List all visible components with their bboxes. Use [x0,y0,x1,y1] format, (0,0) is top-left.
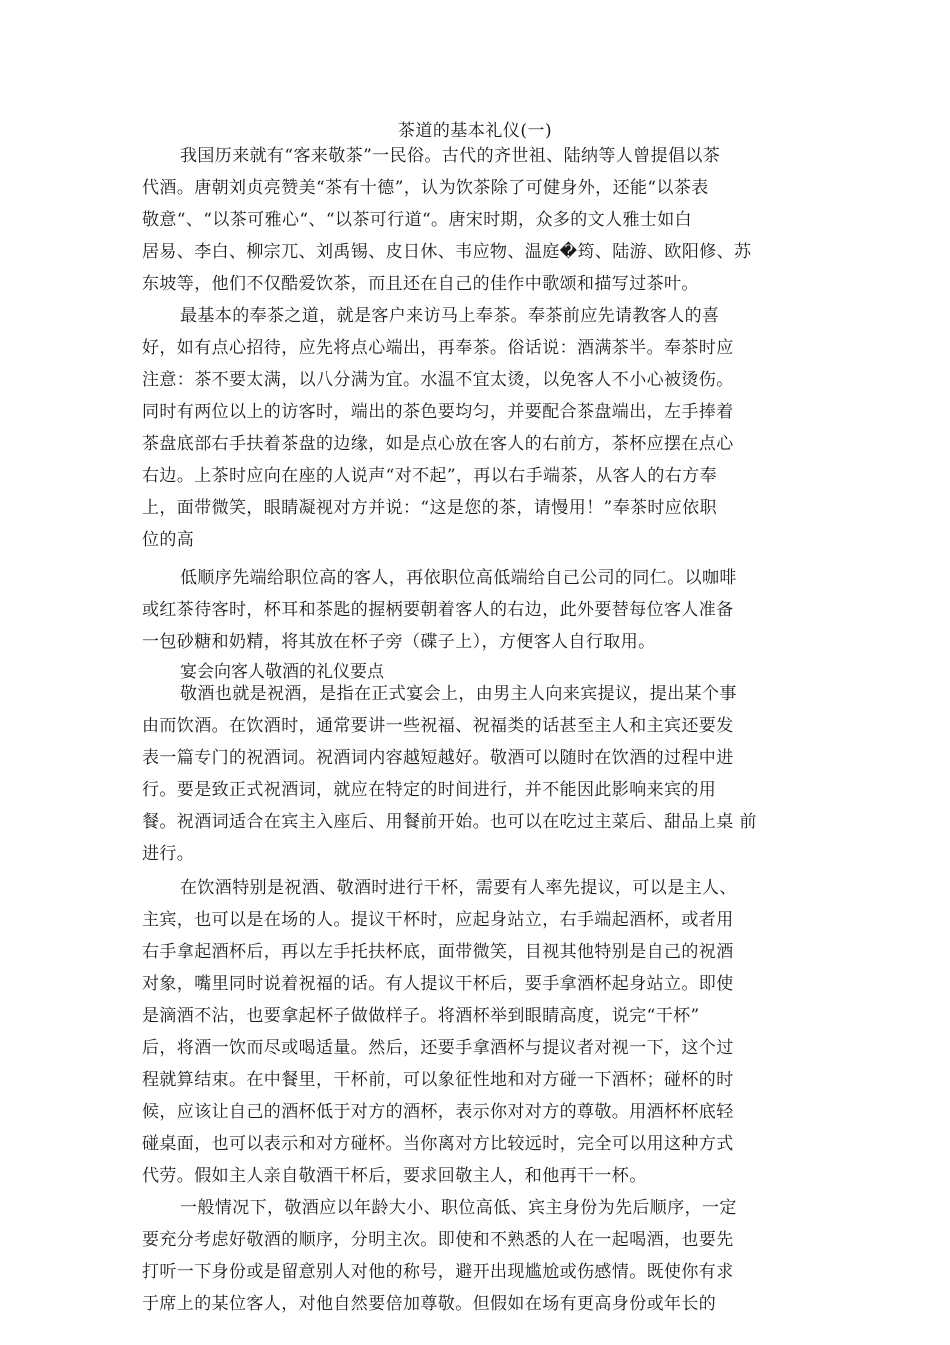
text-line: 右手拿起酒杯后，再以左手托扶杯底，面带微笑，目视其他特别是自己的祝酒 [142,942,734,962]
text-line: 于席上的某位客人，对他自然要倍加尊敬。但假如在场有更高身份或年长的 [142,1294,717,1314]
text-line: 打听一下身份或是留意别人对他的称号，避开出现尴尬或伤感情。既使你有求 [142,1262,734,1282]
text-line: 代劳。假如主人亲自敬酒干杯后，要求回敬主人，和他再干一杯。 [142,1166,647,1186]
text-line: 主宾，也可以是在场的人。提议干杯时，应起身站立，右手端起酒杯，或者用 [142,910,734,930]
text-line: 东坡等，他们不仅酷爱饮茶，而且还在自己的佳作中歌颂和描写过茶叶。 [142,274,699,294]
paragraph-2 [142,300,792,556]
text-line: 对象，嘴里同时说着祝福的话。有人提议干杯后，要手拿酒杯起身站立。即使 [142,974,734,994]
document-title: 茶道的基本礼仪(一) [397,121,553,141]
paragraph-1 [142,140,792,300]
text-line: 敬意“、“以茶可雅心“、“以茶可行道“。唐宋时期，众多的文人雅士如白 [142,210,693,230]
text-line: 行。要是致正式祝酒词，就应在特定的时间进行，并不能因此影响来宾的用 [142,780,717,800]
text-line: 表一篇专门的祝酒词。祝酒词内容越短越好。敬酒可以随时在饮酒的过程中进 [142,748,734,768]
text-line: 右边。上茶时应向在座的人说声“对不起”，再以右手端茶，从客人的右方奉 [142,466,717,486]
text-line: 进行。 [142,844,195,864]
text-line: 餐。祝酒词适合在宾主入座后、用餐前开始。也可以在吃过主菜后、甜品上桌 前 [142,812,757,832]
text-line: 注意：茶不要太满，以八分满为宜。水温不宜太烫，以免客人不小心被烫伤。 [142,370,734,390]
text-line: 候，应该让自己的酒杯低于对方的酒杯，表示你对对方的尊敬。用酒杯杯底轻 [142,1102,734,1122]
text-line: 茶盘底部右手扶着茶盘的边缘，如是点心放在客人的右前方，茶杯应摆在点心 [142,434,734,454]
text-line: 程就算结束。在中餐里，干杯前，可以象征性地和对方碰一下酒杯；碰杯的时 [142,1070,734,1090]
text-line: 一包砂糖和奶精，将其放在杯子旁（碟子上），方便客人自行取用。 [142,632,656,652]
paragraph-4 [142,678,792,870]
text-line: 好，如有点心招待，应先将点心端出，再奉茶。俗话说：酒满茶半。奉茶时应 [142,338,734,358]
text-line: 或红茶待客时，杯耳和茶匙的握柄要朝着客人的右边，此外要替每位客人准备 [142,600,734,620]
text-line: 代酒。唐朝刘贞亮赞美“茶有十德”，认为饮茶除了可健身外，还能“以茶表 [142,178,709,198]
text-line: 同时有两位以上的访客时，端出的茶色要均匀，并要配合茶盘端出，左手捧着 [142,402,734,422]
paragraph-5 [142,872,792,1192]
text-line: 由而饮酒。在饮酒时，通常要讲一些祝福、祝福类的话甚至主人和主宾还要发 [142,716,734,736]
text-line: 是滴酒不沾，也要拿起杯子做做样子。将酒杯举到眼睛高度，说完“干杯” [142,1006,700,1026]
text-line: 上，面带微笑，眼睛凝视对方并说：“这是您的茶，请慢用！”奉茶时应依职 [142,498,717,518]
text-line: 一般情况下，敬酒应以年龄大小、职位高低、宾主身份为先后顺序，一定 [180,1198,737,1218]
text-line: 敬酒也就是祝酒，是指在正式宴会上，由男主人向来宾提议，提出某个事 [180,684,737,704]
text-line: 后，将酒一饮而尽或喝适量。然后，还要手拿酒杯与提议者对视一下，这个过 [142,1038,734,1058]
text-line: 要充分考虑好敬酒的顺序，分明主次。即使和不熟悉的人在一起喝酒，也要先 [142,1230,734,1250]
text-line: 位的高 [142,530,195,550]
text-line: 居易、李白、柳宗兀、刘禹锡、皮日休、韦应物、温庭�筠、陆游、欧阳修、苏 [142,242,752,262]
paragraph-6 [142,1192,792,1320]
section-heading: 宴会向客人敬酒的礼仪要点 [180,662,384,682]
text-line: 在饮酒特别是祝酒、敬酒时进行干杯，需要有人率先提议，可以是主人、 [180,878,737,898]
text-line: 我国历来就有“客来敬茶”一民俗。古代的齐世祖、陆纳等人曾提倡以茶 [180,146,721,166]
text-line: 碰桌面，也可以表示和对方碰杯。当你离对方比较远时，完全可以用这种方式 [142,1134,734,1154]
text-line: 低顺序先端给职位高的客人，再依职位高低端给自己公司的同仁。以咖啡 [180,568,737,588]
text-line: 最基本的奉茶之道，就是客户来访马上奉茶。奉茶前应先请教客人的喜 [180,306,720,326]
paragraph-3 [142,562,792,658]
